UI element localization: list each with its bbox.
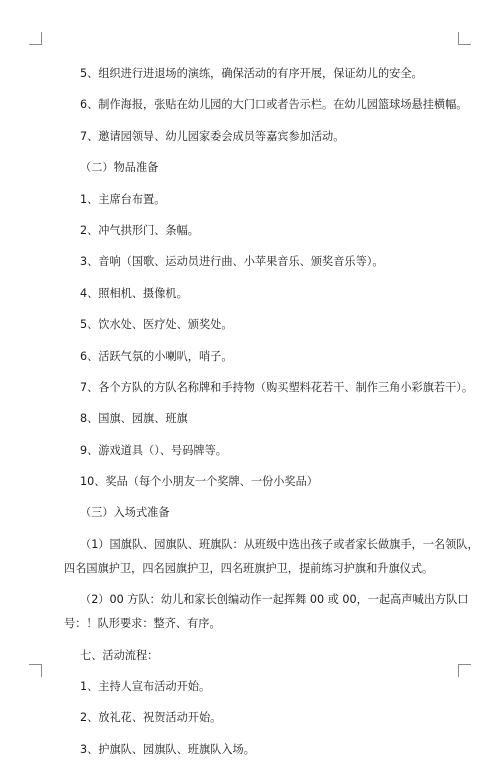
text-line: 7、邀请园领导、幼儿园家委会成员等嘉宾参加活动。 <box>80 129 345 143</box>
paragraph-line: （2）00 方队：幼儿和家长创编动作一起挥舞 00 或 00，一起高声喊出方队口 <box>80 593 469 607</box>
text-line: 2、冲气拱形门、条幅。 <box>80 223 199 237</box>
section-heading: （二）物品准备 <box>80 161 159 175</box>
text-line: 4、照相机、摄像机。 <box>80 286 188 300</box>
section-heading: （三）入场式准备 <box>80 506 170 520</box>
text-line: 1、主席台布置。 <box>80 192 166 206</box>
crop-mark-bottom-right <box>458 664 471 677</box>
text-line: 3、音响（国歌、运动员进行曲、小苹果音乐、颁奖音乐等）。 <box>80 255 384 269</box>
crop-mark-bottom-left <box>29 664 42 677</box>
crop-mark-top-left <box>29 32 42 45</box>
text-line: 10、奖品（每个小朋友一个奖牌、一份小奖品） <box>80 475 318 489</box>
text-line: 6、制作海报，张贴在幼儿园的大门口或者告示栏。在幼儿园篮球场悬挂横幅。 <box>80 98 468 112</box>
text-line: 6、活跃气氛的小喇叭，哨子。 <box>80 349 233 363</box>
text-line: 3、护旗队、园旗队、班旗队入场。 <box>80 742 255 756</box>
paragraph-continuation: 四名国旗护卫，四名园旗护卫，四名班旗护卫，提前练习护旗和升旗仪式。 <box>64 561 434 575</box>
text-line: 8、国旗、园旗、班旗 <box>80 412 188 426</box>
paragraph-continuation: 号：！队形要求：整齐、有序。 <box>64 617 221 631</box>
crop-mark-top-right <box>458 32 471 45</box>
section-heading: 七、活动流程： <box>80 648 159 662</box>
text-line: 1、主持人宣布活动开始。 <box>80 680 211 694</box>
paragraph-line: （1）国旗队、园旗队、班旗队：从班级中选出孩子或者家长做旗手，一名领队， <box>80 537 479 551</box>
text-line: 7、各个方队的方队名称牌和手持物（购买塑料花若干、制作三角小彩旗若干）。 <box>80 380 474 394</box>
document-body <box>64 66 479 773</box>
text-line: 5、饮水处、医疗处、颁奖处。 <box>80 318 233 332</box>
text-line: 2、放礼花、祝贺活动开始。 <box>80 711 222 725</box>
text-line: 9、游戏道具（）、号码牌等。 <box>80 443 227 457</box>
text-line: 5、组织进行进退场的演练，确保活动的有序开展，保证幼儿的安全。 <box>80 67 423 80</box>
